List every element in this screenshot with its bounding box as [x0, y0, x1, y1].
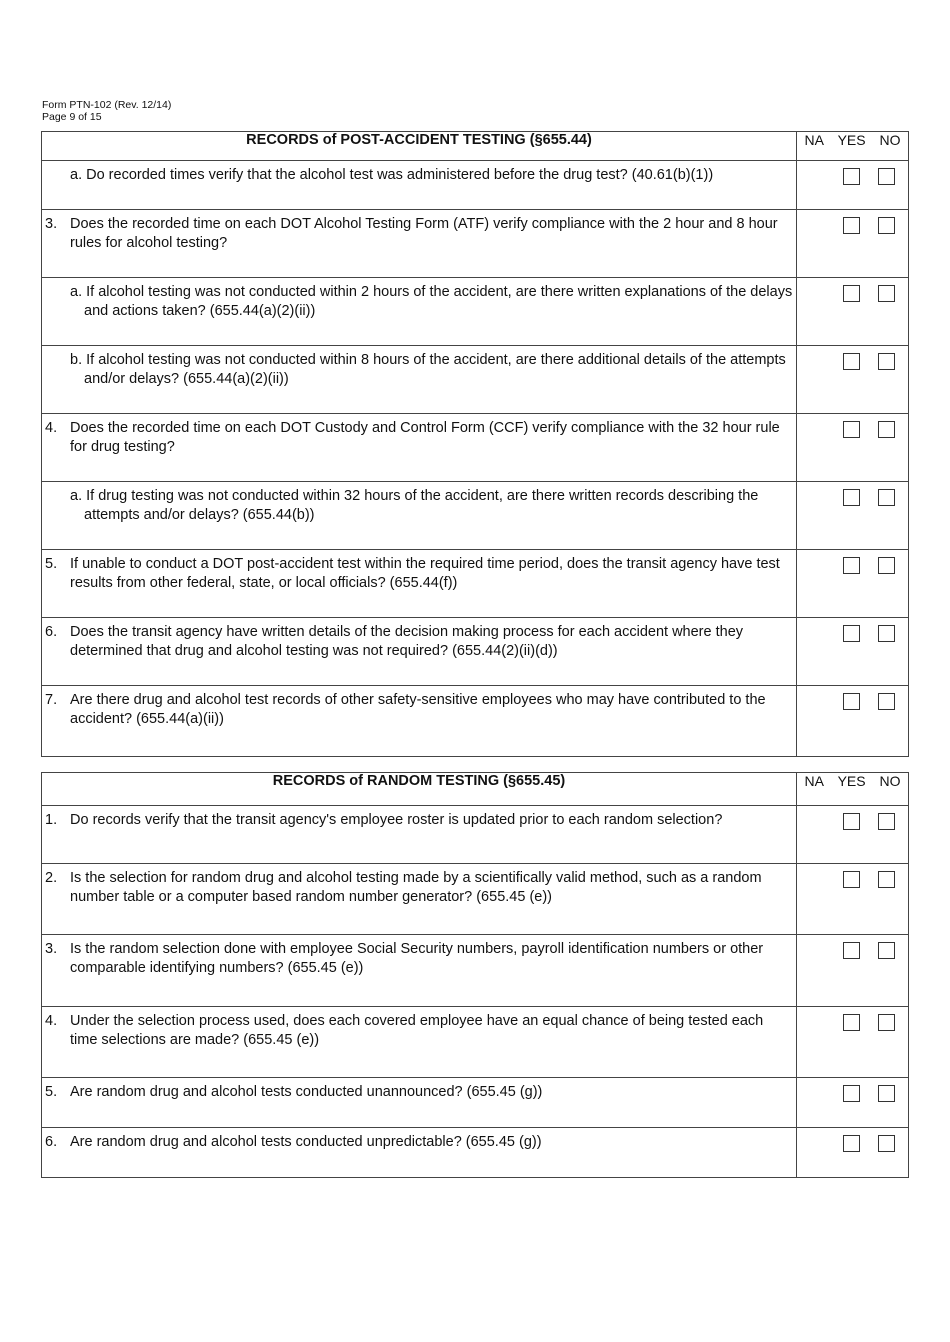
na-column-label: NA	[804, 132, 824, 148]
section-title: RECORDS of RANDOM TESTING (§655.45)	[42, 773, 797, 806]
section-title: RECORDS of POST-ACCIDENT TESTING (§655.44)	[42, 132, 797, 161]
question-number: 3.	[45, 216, 58, 232]
question-text	[42, 1128, 796, 1152]
question-row	[42, 935, 909, 1007]
question-cell	[42, 1007, 797, 1078]
question-label: If unable to conduct a DOT post-accident test within the required time period, does the transit agency have test results from other federal, state, or local officials? (655.44(f))	[70, 556, 780, 591]
form-id: Form PTN-102 (Rev. 12/14)	[42, 99, 172, 111]
question-cell	[42, 806, 797, 864]
question-label: Is the random selection done with employee Social Security numbers, payroll identification numbers or other comparable identifying numbers? (655.45 (e))	[70, 941, 764, 976]
no-checkbox[interactable]	[878, 489, 895, 506]
question-label: b. If alcohol testing was not conducted within 8 hours of the accident, are there additional details of the attempts and/or delays? (655.44(a)(2)(ii))	[70, 352, 786, 387]
no-checkbox[interactable]	[878, 871, 895, 888]
question-text	[42, 618, 796, 661]
question-text	[42, 550, 796, 593]
answer-cell	[797, 414, 909, 482]
question-label: Does the transit agency have written details of the decision making process for each accident where they determined that drug and alcohol testing was not required? (655.44(2)(ii)(d))	[70, 624, 744, 659]
no-checkbox[interactable]	[878, 421, 895, 438]
question-cell	[42, 686, 797, 757]
section-header-row	[42, 132, 909, 161]
question-text	[42, 864, 796, 907]
question-row	[42, 864, 909, 935]
question-row	[42, 686, 909, 757]
question-row	[42, 1128, 909, 1178]
answer-cell	[797, 1128, 909, 1178]
answer-columns-header	[797, 132, 909, 161]
no-checkbox[interactable]	[878, 1014, 895, 1031]
question-number: 6.	[45, 624, 58, 640]
question-text	[42, 161, 796, 185]
post-accident-table	[41, 131, 909, 757]
no-checkbox[interactable]	[878, 693, 895, 710]
question-cell	[42, 618, 797, 686]
question-row	[42, 1007, 909, 1078]
question-cell	[42, 935, 797, 1007]
answer-cell	[797, 346, 909, 414]
no-checkbox[interactable]	[878, 557, 895, 574]
no-checkbox[interactable]	[878, 285, 895, 302]
answer-cell	[797, 482, 909, 550]
question-label: Do records verify that the transit agency's employee roster is updated prior to each random selection?	[70, 812, 723, 828]
no-checkbox[interactable]	[878, 168, 895, 185]
yes-checkbox[interactable]	[843, 813, 860, 830]
question-label: Are there drug and alcohol test records of other safety-sensitive employees who may have contributed to the accident? (655.44(a)(ii))	[70, 692, 766, 727]
question-row	[42, 806, 909, 864]
question-cell	[42, 346, 797, 414]
question-cell	[42, 414, 797, 482]
question-label: a. If alcohol testing was not conducted within 2 hours of the accident, are there written explanations of the delays and actions taken? (655.44(a)(2)(ii))	[70, 284, 793, 319]
question-number: 1.	[45, 812, 58, 828]
yes-checkbox[interactable]	[843, 353, 860, 370]
yes-checkbox[interactable]	[843, 285, 860, 302]
question-number: 2.	[45, 870, 58, 886]
question-number: 5.	[45, 556, 58, 572]
question-text	[42, 346, 796, 389]
question-row	[42, 278, 909, 346]
yes-checkbox[interactable]	[843, 871, 860, 888]
answer-cell	[797, 1078, 909, 1128]
yes-checkbox[interactable]	[843, 421, 860, 438]
question-number: 4.	[45, 420, 58, 436]
yes-checkbox[interactable]	[843, 489, 860, 506]
question-number: 7.	[45, 692, 58, 708]
question-label: Is the selection for random drug and alcohol testing made by a scientifically valid method, such as a random number table or a computer based random number generator? (655.45 (e))	[70, 870, 762, 905]
no-column-label: NO	[879, 773, 901, 789]
no-checkbox[interactable]	[878, 1085, 895, 1102]
question-label: a. Do recorded times verify that the alcohol test was administered before the drug test? (40.61(b)(1))	[70, 167, 714, 183]
answer-columns-header	[797, 773, 909, 806]
question-label: Are random drug and alcohol tests conducted unpredictable? (655.45 (g))	[70, 1134, 542, 1150]
no-checkbox[interactable]	[878, 625, 895, 642]
answer-cell	[797, 686, 909, 757]
form-header	[42, 99, 171, 123]
question-text	[42, 482, 796, 525]
question-row	[42, 346, 909, 414]
answer-cell	[797, 278, 909, 346]
no-checkbox[interactable]	[878, 217, 895, 234]
question-text	[42, 414, 796, 457]
question-cell	[42, 864, 797, 935]
question-row	[42, 161, 909, 210]
no-checkbox[interactable]	[878, 353, 895, 370]
yes-checkbox[interactable]	[843, 168, 860, 185]
question-label: Are random drug and alcohol tests conducted unannounced? (655.45 (g))	[70, 1084, 543, 1100]
yes-column-label: YES	[837, 132, 866, 148]
question-text	[42, 210, 796, 253]
yes-checkbox[interactable]	[843, 217, 860, 234]
yes-checkbox[interactable]	[843, 1014, 860, 1031]
answer-cell	[797, 618, 909, 686]
question-text	[42, 686, 796, 729]
question-text	[42, 1078, 796, 1102]
question-cell	[42, 482, 797, 550]
answer-cell	[797, 1007, 909, 1078]
question-row	[42, 1078, 909, 1128]
question-label: Does the recorded time on each DOT Custody and Control Form (CCF) verify compliance with the 32 hour rule for drug testing?	[70, 420, 780, 455]
yes-checkbox[interactable]	[843, 942, 860, 959]
na-column-label: NA	[804, 773, 824, 789]
question-row	[42, 618, 909, 686]
yes-checkbox[interactable]	[843, 693, 860, 710]
question-row	[42, 414, 909, 482]
question-label: a. If drug testing was not conducted within 32 hours of the accident, are there written records describing the attempts and/or delays? (655.44(b))	[70, 488, 759, 523]
question-text	[42, 1007, 796, 1050]
section-header-row	[42, 773, 909, 806]
question-cell	[42, 161, 797, 210]
yes-checkbox[interactable]	[843, 557, 860, 574]
yes-checkbox[interactable]	[843, 1135, 860, 1152]
question-number: 6.	[45, 1134, 58, 1150]
question-row	[42, 210, 909, 278]
random-testing-table	[41, 772, 909, 1178]
no-checkbox[interactable]	[878, 942, 895, 959]
answer-cell	[797, 161, 909, 210]
question-label: Under the selection process used, does each covered employee have an equal chance of being tested each time selections are made? (655.45 (e))	[70, 1013, 764, 1048]
question-number: 5.	[45, 1084, 58, 1100]
question-row	[42, 550, 909, 618]
answer-cell	[797, 550, 909, 618]
question-label: Does the recorded time on each DOT Alcohol Testing Form (ATF) verify compliance with the 2 hour and 8 hour rules for alcohol testing?	[70, 216, 778, 251]
question-number: 4.	[45, 1013, 58, 1029]
answer-cell	[797, 806, 909, 864]
question-number: 3.	[45, 941, 58, 957]
no-checkbox[interactable]	[878, 813, 895, 830]
question-cell	[42, 278, 797, 346]
question-cell	[42, 1078, 797, 1128]
yes-checkbox[interactable]	[843, 625, 860, 642]
question-cell	[42, 210, 797, 278]
question-row	[42, 482, 909, 550]
question-text	[42, 806, 796, 830]
no-checkbox[interactable]	[878, 1135, 895, 1152]
answer-cell	[797, 935, 909, 1007]
question-cell	[42, 550, 797, 618]
yes-checkbox[interactable]	[843, 1085, 860, 1102]
question-text	[42, 278, 796, 321]
yes-column-label: YES	[837, 773, 866, 789]
question-cell	[42, 1128, 797, 1178]
no-column-label: NO	[879, 132, 901, 148]
page-number: Page 9 of 15	[42, 111, 102, 123]
answer-cell	[797, 210, 909, 278]
question-text	[42, 935, 796, 978]
answer-cell	[797, 864, 909, 935]
